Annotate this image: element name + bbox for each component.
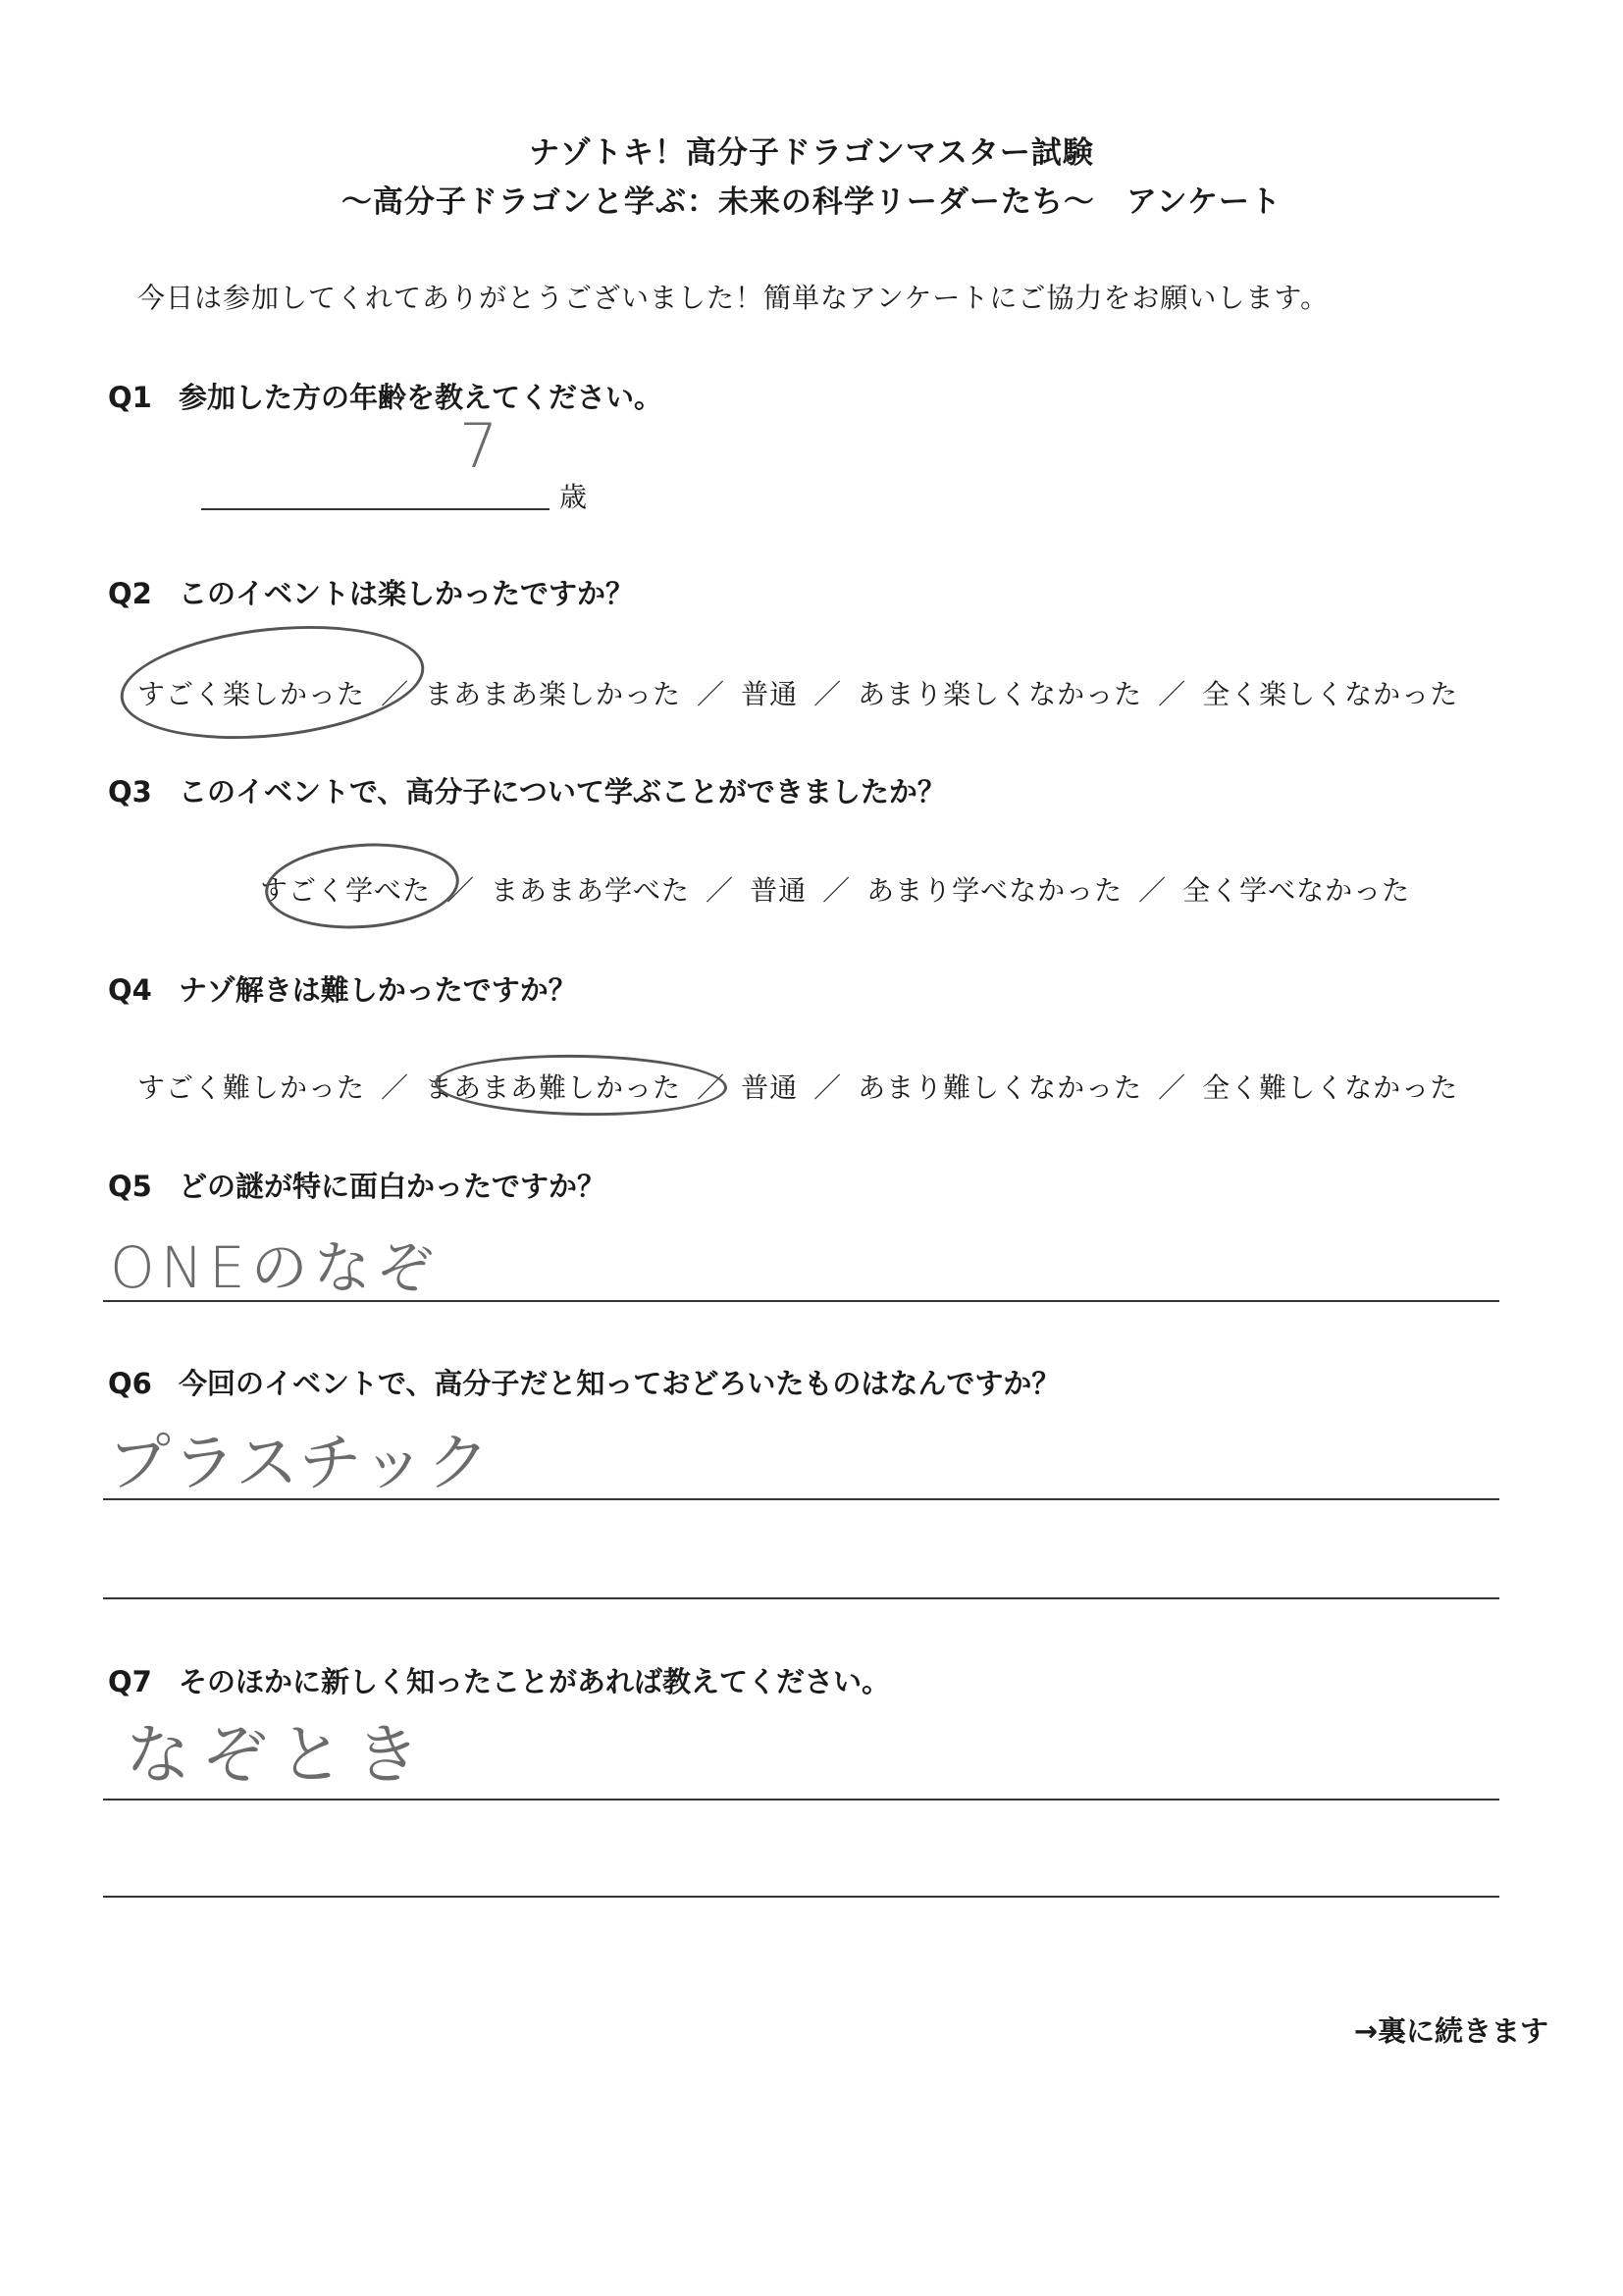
question-number: Q7 bbox=[108, 1665, 152, 1698]
option-separator: ／ bbox=[813, 678, 843, 710]
option-separator: ／ bbox=[697, 1071, 726, 1104]
q2-option-4[interactable]: あまり楽しくなかった bbox=[858, 678, 1143, 710]
question-3 bbox=[108, 770, 946, 810]
option-separator: ／ bbox=[822, 874, 852, 907]
question-2 bbox=[108, 572, 634, 612]
continue-on-back-note: →裏に続きます bbox=[1353, 2014, 1548, 2048]
q7-answer: なぞとき bbox=[126, 1717, 432, 1793]
q5-answer: ONEのなぞ bbox=[110, 1234, 440, 1301]
question-text: このイベントは楽しかったですか？ bbox=[179, 577, 635, 610]
q3-options bbox=[260, 869, 1410, 909]
question-text: そのほかに新しく知ったことがあれば教えてください。 bbox=[179, 1665, 891, 1698]
question-number: Q6 bbox=[108, 1367, 152, 1400]
q5-answer-line[interactable] bbox=[103, 1300, 1499, 1302]
question-text: ナゾ解きは難しかったですか？ bbox=[179, 973, 577, 1007]
q4-option-2[interactable]: まあまあ難しかった bbox=[425, 1071, 682, 1104]
age-answer: 7 bbox=[459, 410, 498, 482]
q2-option-5[interactable]: 全く楽しくなかった bbox=[1202, 678, 1459, 710]
q4-option-1[interactable]: すごく難しかった bbox=[137, 1071, 366, 1104]
question-number: Q3 bbox=[108, 775, 152, 809]
q6-answer-line-1[interactable] bbox=[103, 1498, 1499, 1500]
survey-subtitle: ～高分子ドラゴンと学ぶ：未来の科学リーダーたち～ アンケート bbox=[340, 184, 1283, 220]
q4-option-4[interactable]: あまり難しくなかった bbox=[858, 1071, 1143, 1104]
question-5 bbox=[108, 1165, 605, 1205]
q7-answer-line-2[interactable] bbox=[103, 1896, 1499, 1898]
option-separator: ／ bbox=[813, 1071, 843, 1104]
q3-option-4[interactable]: あまり学べなかった bbox=[866, 874, 1124, 907]
question-6 bbox=[108, 1362, 1060, 1402]
survey-title: ナゾトキ！高分子ドラゴンマスター試験 bbox=[529, 135, 1094, 171]
q4-option-3[interactable]: 普通 bbox=[741, 1071, 799, 1104]
q4-options bbox=[137, 1067, 1458, 1106]
survey-intro: 今日は参加してくれてありがとうございました！簡単なアンケートにご協力をお願いします。 bbox=[137, 282, 1330, 314]
q2-options bbox=[137, 673, 1458, 712]
question-number: Q2 bbox=[108, 577, 152, 610]
age-answer-line[interactable] bbox=[201, 508, 550, 510]
option-separator: ／ bbox=[1158, 1071, 1187, 1104]
q2-option-2[interactable]: まあまあ楽しかった bbox=[425, 678, 682, 710]
option-separator: ／ bbox=[1158, 678, 1187, 710]
q3-option-3[interactable]: 普通 bbox=[750, 874, 808, 907]
q6-answer-line-2[interactable] bbox=[103, 1597, 1499, 1599]
question-text: 今回のイベントで、高分子だと知っておどろいたものはなんですか？ bbox=[179, 1367, 1061, 1400]
question-1 bbox=[108, 376, 662, 416]
q6-answer: プラスチック bbox=[108, 1428, 492, 1500]
question-4 bbox=[108, 968, 577, 1009]
q7-answer-line-1[interactable] bbox=[103, 1799, 1499, 1800]
q4-option-5[interactable]: 全く難しくなかった bbox=[1202, 1071, 1459, 1104]
question-text: このイベントで、高分子について学ぶことができましたか？ bbox=[179, 775, 946, 809]
option-separator: ／ bbox=[706, 874, 735, 907]
age-unit: 歳 bbox=[559, 481, 588, 513]
q2-option-1[interactable]: すごく楽しかった bbox=[137, 678, 366, 710]
q3-option-1[interactable]: すごく学べた bbox=[260, 874, 432, 907]
q3-option-5[interactable]: 全く学べなかった bbox=[1182, 874, 1411, 907]
question-number: Q5 bbox=[108, 1170, 152, 1203]
option-separator: ／ bbox=[381, 678, 410, 710]
q3-option-2[interactable]: まあまあ学べた bbox=[491, 874, 691, 907]
option-separator: ／ bbox=[381, 1071, 410, 1104]
question-number: Q4 bbox=[108, 973, 152, 1007]
option-separator: ／ bbox=[446, 874, 476, 907]
q2-option-3[interactable]: 普通 bbox=[741, 678, 799, 710]
question-text: どの謎が特に面白かったですか？ bbox=[179, 1170, 606, 1203]
question-number: Q1 bbox=[108, 381, 152, 414]
question-7 bbox=[108, 1660, 890, 1700]
option-separator: ／ bbox=[1138, 874, 1168, 907]
option-separator: ／ bbox=[697, 678, 726, 710]
question-text: 参加した方の年齢を教えてください。 bbox=[179, 381, 663, 414]
